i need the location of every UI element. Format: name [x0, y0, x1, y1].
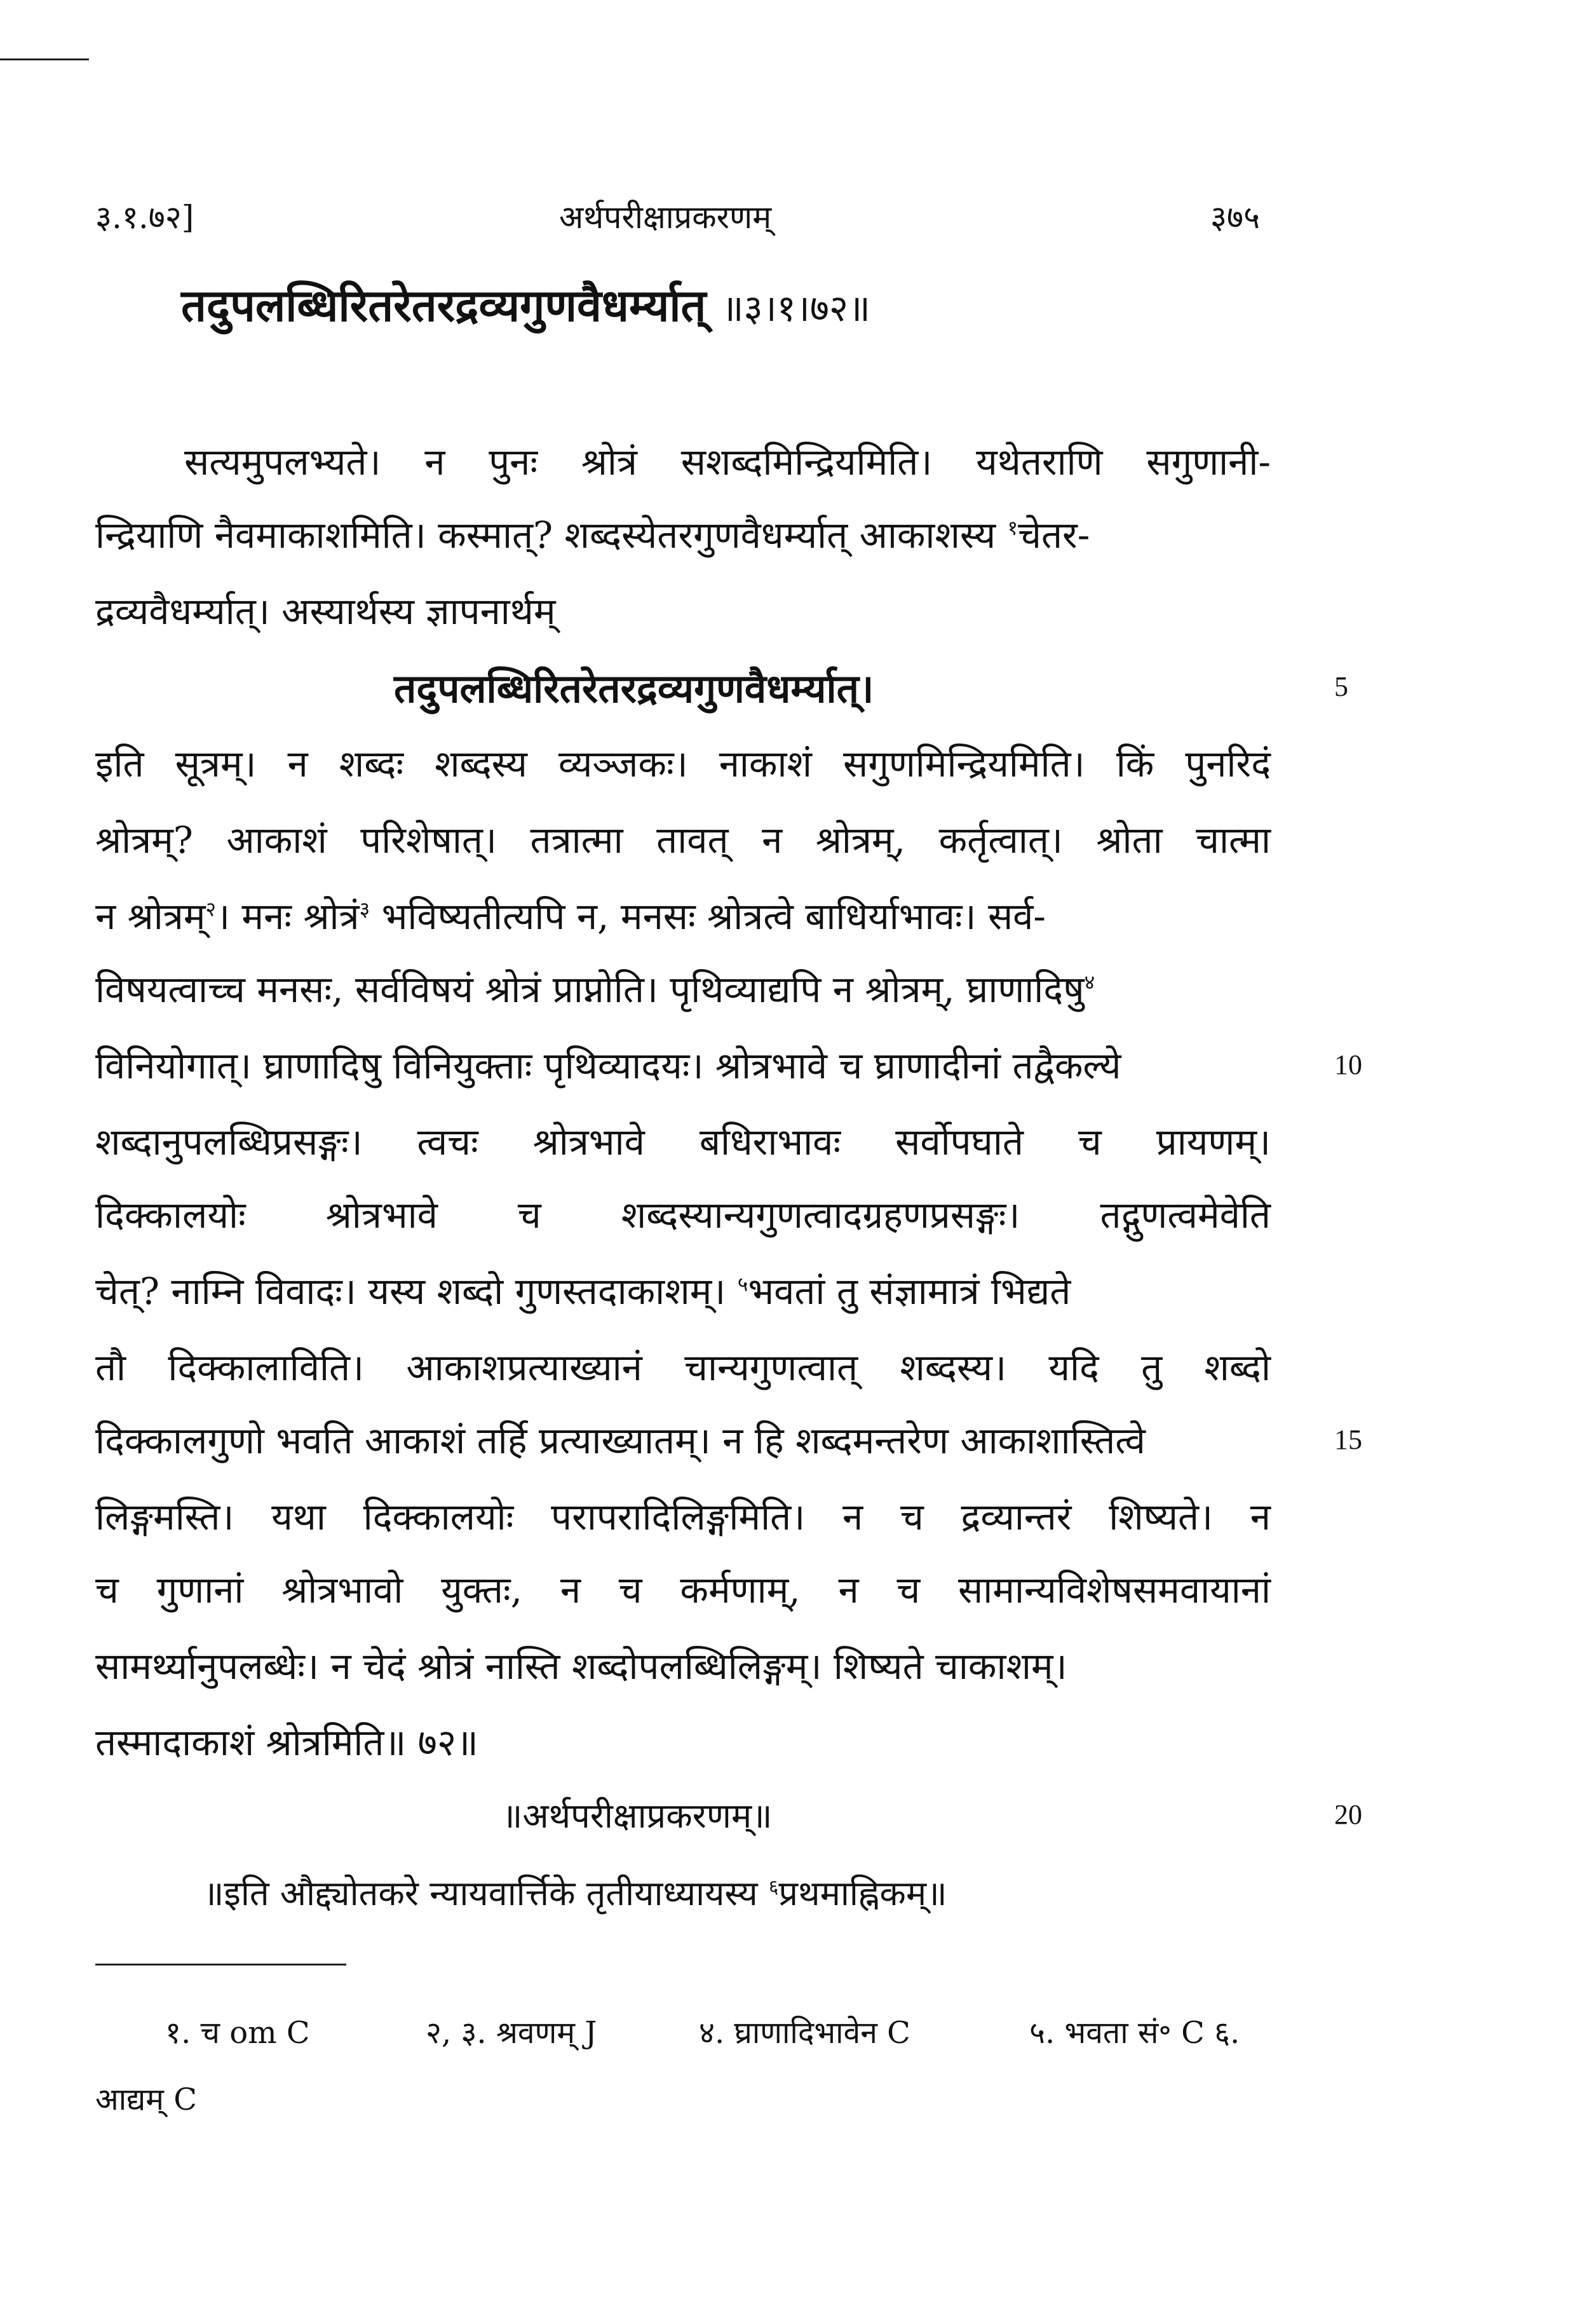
body-line-16: च गुणानां श्रोत्रभावो युक्तः, न च कर्मणाम्, न च सामान्यविशेषसमवायानां: [95, 1568, 1271, 1612]
body-line-8: विषयत्वाच्च मनसः, सर्वविषयं श्रोत्रं प्राप्नोति। पृथिव्याद्यपि न श्रोत्रम्, घ्राणादिषु$^४$: [95, 968, 1095, 1011]
line-number-20: 20: [1334, 1799, 1362, 1830]
section-end-title: ॥अर्थपरीक्षाप्रकरणम्॥: [502, 1796, 773, 1836]
footnote-marker-4: ४: [1084, 970, 1095, 995]
sutra-repeat: तदुपलब्धिरितरेतरद्रव्यगुणवैधर्म्यात्।: [394, 665, 874, 712]
body-line-9: विनियोगात्। घ्राणादिषु विनियुक्ताः पृथिव्यादयः। श्रोत्रभावे च घ्राणादीनां तद्वैकल्ये: [95, 1044, 1121, 1087]
body-line-6: श्रोत्रम्? आकाशं परिशेषात्। तत्रात्मा तावत् न श्रोत्रम्, कर्तृत्वात्। श्रोता चात्मा: [95, 818, 1271, 862]
sutra-heading: [181, 273, 870, 334]
body-line-10: शब्दानुपलब्धिप्रसङ्गः। त्वचः श्रोत्रभावे बधिराभावः सर्वोपघाते च प्रायणम्।: [95, 1120, 1271, 1164]
running-head-left: ३.१.७२]: [95, 199, 194, 236]
footnote-rule: [95, 1964, 346, 1966]
body-line-14: दिक्कालगुणो भवति आकाशं तर्हि प्रत्याख्यातम्। न हि शब्दमन्तरेण आकाशास्तित्वे: [95, 1419, 1146, 1462]
page-number: ३७५: [1210, 199, 1260, 236]
sutra-text: तदुपलब्धिरितरेतरद्रव्यगुणवैधर्म्यात्: [181, 279, 707, 332]
top-edge-rule: [0, 58, 89, 60]
body-line-12: चेत्? नाम्नि विवादः। यस्य शब्दो गुणस्तदाकाशम्। $^५$भवतां तु संज्ञामात्रं भिद्यते: [95, 1270, 1071, 1313]
footnote-marker-1: १: [1007, 515, 1018, 540]
body-line-17: सामर्थ्यानुपलब्धेः। न चेदं श्रोत्रं नास्ति शब्दोपलब्धिलिङ्गम्। शिष्यते चाकाशम्।: [95, 1645, 1067, 1688]
footnote-marker-6: ६: [768, 1876, 779, 1898]
footnote-marker-5: ५: [737, 1272, 748, 1296]
footnote-2-3: २, ३. श्रवणम् J: [426, 2015, 597, 2051]
footnote-5-6: ५. भवता सं॰ C ६.: [1029, 2015, 1240, 2051]
body-line-2: न्द्रियाणि नैवमाकाशमिति। कस्मात्? शब्दस्येतरगुणवैधर्म्यात् आकाशस्य $^१$चेतर-: [95, 513, 1090, 557]
footnote-1: १. च om C: [165, 2015, 310, 2051]
footnote-marker-2: २: [205, 897, 217, 921]
body-line-5: इति सूत्रम्। न शब्दः शब्दस्य व्यञ्जकः। नाकाशं सगुणमिन्द्रियमिति। किं पुनरिदं: [95, 742, 1271, 785]
body-line-13: तौ दिक्कालाविति। आकाशप्रत्याख्यानं चान्यगुणत्वात् शब्दस्य। यदि तु शब्दो: [95, 1346, 1271, 1389]
footnote-4: ४. घ्राणादिभावेन C: [699, 2015, 910, 2051]
body-line-1: सत्यमुपलभ्यते। न पुनः श्रोत्रं सशब्दमिन्द्रियमिति। यथेतराणि सगुणानी-: [184, 440, 1271, 484]
body-line-18: तस्मादाकाशं श्रोत्रमिति॥ ७२॥: [95, 1721, 478, 1764]
body-line-3: द्रव्यवैधर्म्यात्। अस्यार्थस्य ज्ञापनार्थम्: [95, 590, 556, 633]
footnote-marker-3: ३: [359, 897, 370, 921]
line-number-15: 15: [1334, 1424, 1362, 1455]
line-number-10: 10: [1334, 1049, 1362, 1080]
line-number-5: 5: [1334, 671, 1348, 702]
body-line-7: न श्रोत्रम्$^२$। मनः श्रोत्रं$^३$ भविष्यतीत्यपि न, मनसः श्रोत्रत्वे बाधिर्याभावः। सर्व-: [95, 895, 1046, 938]
body-line-15: लिङ्गमस्ति। यथा दिक्कालयोः परापरादिलिङ्गमिति। न च द्रव्यान्तरं शिष्यते। न: [95, 1495, 1271, 1538]
chapter-colophon: ॥इति औद्द्योतकरे न्यायवार्त्तिके तृतीयाध्यायस्य $^६$प्रथमाह्निकम्॥: [203, 1873, 947, 1913]
body-line-11: दिक्कालयोः श्रोत्रभावे च शब्दस्यान्यगुणत्वादग्रहणप्रसङ्गः। तद्गुणत्वमेवेति: [95, 1193, 1271, 1237]
sutra-number: ॥३।१।७२॥: [721, 287, 870, 330]
footnote-6-cont: आद्यम् C: [95, 2082, 197, 2117]
running-head-title: अर्थपरीक्षाप्रकरणम्: [559, 199, 772, 236]
